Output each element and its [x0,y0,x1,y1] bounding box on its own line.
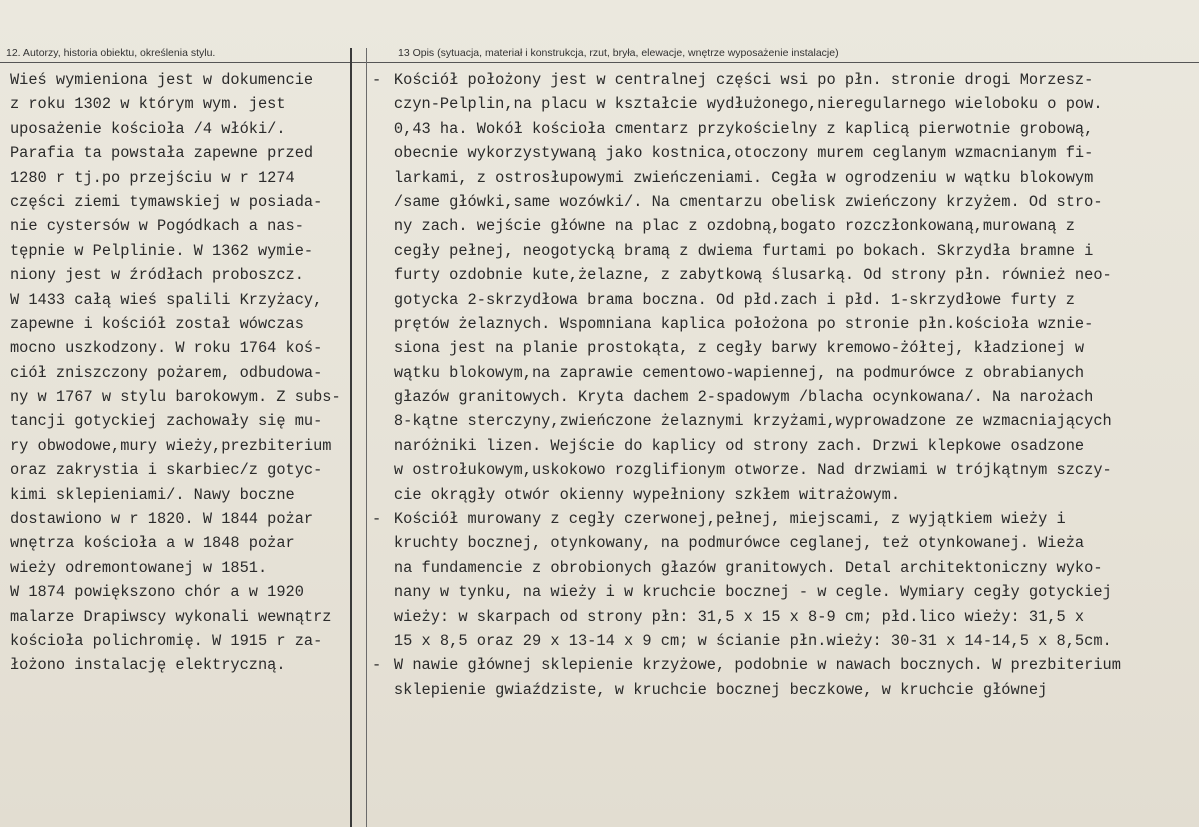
description-text-line [372,385,1194,409]
history-text-line: tancji gotyckiej zachowały się mu- [10,412,323,431]
history-text-line: oraz zakrystia i skarbiec/z gotyc- [10,461,323,480]
description-line-text: sklepienie gwiaździste, w kruchcie bocznej beczkowe, w kruchcie głównej [393,680,1048,699]
history-text-line: łożono instalację elektryczną. [10,656,286,675]
description-text-line [372,361,1194,385]
description-line-text: wieży: w skarpach od strony płn: 31,5 x 15 x 8-9 cm; płd.lico wieży: 31,5 x [393,607,1085,626]
history-text-line: kościoła polichromię. W 1915 r za- [10,631,323,650]
description-line-text: prętów żelaznych. Wspomniana kaplica położona po stronie płn.kościoła wznie- [393,314,1094,333]
description-text-line [372,580,1194,604]
description-line-text: kruchty bocznej, otynkowany, na podmurówce ceglanej, też otynkowanej. Wieża [393,534,1085,553]
description-text-line [372,68,1194,92]
description-line-text: larkami, z ostrosłupowymi zwieńczeniami. Cegła w ogrodzeniu w wątku blokowym [393,168,1094,187]
history-text-line: nie cystersów w Pogódkach a nas- [10,217,304,236]
history-text-line: wnętrza kościoła a w 1848 pożar [10,534,295,553]
history-text-line: kimi sklepieniami/. Nawy boczne [10,485,295,504]
description-text-line [372,214,1194,238]
description-line-text: siona jest na planie prostokąta, z cegły barwy kremowo-żółtej, kładzionej w [393,339,1085,358]
description-text-line [372,288,1194,312]
description-line-text: furty ozdobnie kute,żelazne, z zabytkową ślusarką. Od strony płn. również neo- [393,266,1112,285]
description-text-line [372,483,1194,507]
description-text-line [372,605,1194,629]
description-line-text: Kościół murowany z cegły czerwonej,pełnej, miejscami, z wyjątkiem wieży i [393,510,1066,529]
description-line-text: 15 x 8,5 oraz 29 x 13-14 x 9 cm; w ścianie płn.wieży: 30-31 x 14-14,5 x 8,5cm. [393,631,1112,650]
history-text-line: 1280 r tj.po przejściu w r 1274 [10,168,295,187]
history-text-line: części ziemi tymawskiej w posiada- [10,192,323,211]
description-line-text: czyn-Pelplin,na placu w kształcie wydłużonego,nieregularnego wieloboku o pow. [393,95,1103,114]
description-line-text: w ostrołukowym,uskokowo rozglifionym otworze. Nad drzwiami w trójkątnym szczy- [393,461,1112,480]
history-text-line: z roku 1302 w którym wym. jest [10,95,286,114]
section-12-heading: 12. Autorzy, historia obiektu, określenia stylu. [6,47,216,59]
history-text-line: tępnie w Pelplinie. W 1362 wymie- [10,241,314,260]
history-text-line: uposażenie kościoła /4 włóki/. [10,119,286,138]
history-text-line: niony jest w źródłach proboszcz. [10,266,304,285]
history-text-line: W 1874 powiększono chór a w 1920 [10,583,304,602]
description-text-line [372,166,1194,190]
section-13-heading: 13 Opis (sytuacja, materiał i konstrukcja, rzut, bryła, elewacje, wnętrze wyposażenie instalacje) [398,47,839,59]
description-line-text: naróżniki lizen. Wejście do kaplicy od strony zach. Drzwi klepkowe osadzone [393,436,1085,455]
description-text-line [372,409,1194,433]
history-text-line: Wieś wymieniona jest w dokumencie [10,71,314,89]
description-text-line [372,434,1194,458]
description-text-line [372,678,1194,702]
description-line-text: wątku blokowym,na zaprawie cementowo-wapiennej, na podmurówce z obrabianych [393,363,1085,382]
history-text-line: dostawiono w r 1820. W 1844 pożar [10,510,314,529]
history-text-line: ry obwodowe,mury wieży,prezbiterium [10,436,332,455]
description-line-text: cie okrągły otwór okienny wypełniony szkłem witrażowym. [393,485,901,504]
history-text-column [10,68,368,678]
description-line-text: 0,43 ha. Wokół kościoła cmentarz przykościelny z kaplicą pierwotnie grobową, [393,119,1094,138]
description-text-line [372,92,1194,116]
description-text-line [372,239,1194,263]
description-line-text: nany w tynku, na wieży i w kruchcie bocznej - w cegle. Wymiary cegły gotyckiej [393,583,1112,602]
history-text-line: ciół zniszczony pożarem, odbudowa- [10,363,323,382]
description-line-text: /same główki,same wozówki/. Na cmentarzu obelisk zwieńczony krzyżem. Od stro- [393,192,1103,211]
description-line-text: gotycka 2-skrzydłowa brama boczna. Od płd.zach i płd. 1-skrzydłowe furty z [393,290,1075,309]
description-text-line [372,556,1194,580]
description-text-line [372,531,1194,555]
description-text-line [372,263,1194,287]
history-text-line: malarze Drapiwscy wykonali wewnątrz [10,607,332,626]
description-text-line [372,629,1194,653]
description-line-text: Kościół położony jest w centralnej części wsi po płn. stronie drogi Morzesz- [393,71,1094,89]
description-line-text: 8-kątne sterczyny,zwieńczone żelaznymi krzyżami,wyprowadzone ze wzmacniających [393,412,1112,431]
description-text-column [372,68,1197,702]
description-text-line [372,336,1194,360]
description-line-text: W nawie głównej sklepienie krzyżowe, podobnie w nawach bocznych. W prezbiterium [393,656,1121,675]
description-line-text: obecnie wykorzystywaną jako kostnica,otoczony murem ceglanym wzmacnianym fi- [393,144,1094,163]
description-text-line [372,312,1194,336]
description-text-line [372,507,1194,531]
description-line-text: na fundamencie z obrobionych głazów granitowych. Detal architektoniczny wyko- [393,558,1103,577]
history-text-line: wieży odremontowanej w 1851. [10,558,268,577]
description-text-line [372,458,1194,482]
description-text-line [372,653,1194,677]
description-text-line [372,141,1194,165]
history-text-line: Parafia ta powstała zapewne przed [10,144,314,163]
paragraph-dash: - [372,656,382,675]
history-text-line: W 1433 całą wieś spalili Krzyżacy, [10,290,323,309]
description-line-text: ny zach. wejście główne na plac z ozdobną,bogato rozczłonkowaną,murowaną z [393,217,1075,236]
description-line-text: głazów granitowych. Kryta dachem 2-spadowym /blacha ocynkowana/. Na narożach [393,388,1094,407]
description-text-line [372,117,1194,141]
history-text-line: ny w 1767 w stylu barokowym. Z subs- [10,388,341,407]
history-text-line: mocno uszkodzony. W roku 1764 koś- [10,339,323,358]
paragraph-dash: - [372,510,382,529]
history-text-line: zapewne i kościół został wówczas [10,314,304,333]
paragraph-dash: - [372,71,382,89]
description-line-text: cegły pełnej, neogotycką bramą z dwiema furtami po bokach. Skrzydła bramne i [393,241,1094,260]
header-rule [0,62,1199,63]
description-text-line [372,190,1194,214]
